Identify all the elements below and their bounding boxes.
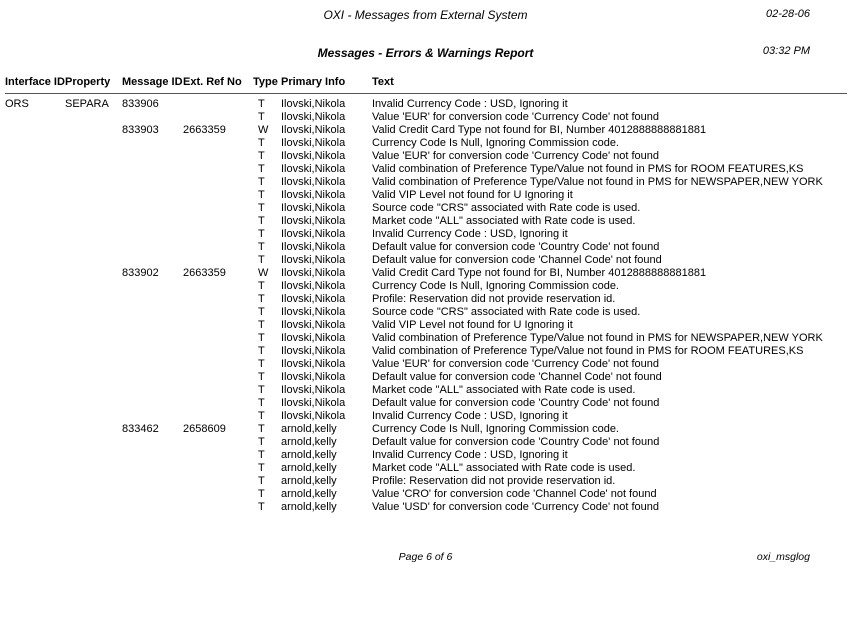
cell-ext-ref-no bbox=[183, 384, 253, 397]
cell-type: T bbox=[258, 254, 265, 266]
cell-type: T bbox=[258, 176, 265, 188]
cell-ext-ref-no bbox=[183, 163, 253, 176]
cell-interface-id bbox=[5, 410, 65, 423]
cell-type: T bbox=[258, 150, 265, 162]
cell-ext-ref-no bbox=[183, 293, 253, 306]
cell-text: Valid combination of Preference Type/Value not found in PMS for ROOM FEATURES,KS bbox=[372, 345, 804, 357]
cell-ext-ref-no: 2663359 bbox=[183, 267, 226, 279]
cell-message-id bbox=[122, 397, 183, 410]
cell-interface-id bbox=[5, 436, 65, 449]
table-row bbox=[5, 358, 847, 371]
cell-type: T bbox=[258, 228, 265, 240]
table-row bbox=[5, 501, 847, 514]
cell-ext-ref-no bbox=[183, 319, 253, 332]
cell-primary-info: arnold,kelly bbox=[281, 475, 337, 487]
cell-ext-ref-no bbox=[183, 189, 253, 202]
column-header-ext-ref-no: Ext. Ref No bbox=[183, 76, 242, 88]
table-row bbox=[5, 241, 847, 254]
cell-text: Default value for conversion code 'Country Code' not found bbox=[372, 397, 660, 409]
cell-property bbox=[65, 280, 122, 293]
table-body bbox=[5, 94, 847, 514]
cell-property bbox=[65, 163, 122, 176]
cell-type: T bbox=[258, 293, 265, 305]
cell-property bbox=[65, 423, 122, 436]
table-row bbox=[5, 475, 847, 488]
cell-text: Value 'CRO' for conversion code 'Channel Code' not found bbox=[372, 488, 657, 500]
cell-property bbox=[65, 358, 122, 371]
cell-message-id bbox=[122, 371, 183, 384]
cell-interface-id bbox=[5, 462, 65, 475]
table-row bbox=[5, 397, 847, 410]
cell-property bbox=[65, 241, 122, 254]
cell-type: T bbox=[258, 319, 265, 331]
cell-interface-id bbox=[5, 488, 65, 501]
cell-text: Currency Code Is Null, Ignoring Commission code. bbox=[372, 137, 619, 149]
cell-type: T bbox=[258, 111, 265, 123]
cell-type: T bbox=[258, 436, 265, 448]
cell-text: Invalid Currency Code : USD, Ignoring it bbox=[372, 228, 568, 240]
cell-interface-id bbox=[5, 241, 65, 254]
cell-primary-info: Ilovski,Nikola bbox=[281, 254, 346, 266]
cell-property bbox=[65, 228, 122, 241]
cell-type: T bbox=[258, 358, 265, 370]
table-row bbox=[5, 189, 847, 202]
column-header-property: Property bbox=[65, 76, 111, 88]
column-header-text: Text bbox=[372, 76, 394, 88]
cell-ext-ref-no bbox=[183, 449, 253, 462]
cell-primary-info: Ilovski,Nikola bbox=[281, 358, 346, 370]
cell-type: T bbox=[258, 98, 265, 110]
column-header-interface-id: Interface ID bbox=[5, 76, 65, 88]
cell-message-id bbox=[122, 215, 183, 228]
cell-message-id: 833462 bbox=[122, 423, 159, 435]
cell-message-id bbox=[122, 189, 183, 202]
cell-ext-ref-no bbox=[183, 137, 253, 150]
cell-interface-id bbox=[5, 475, 65, 488]
cell-property bbox=[65, 449, 122, 462]
cell-message-id bbox=[122, 488, 183, 501]
cell-ext-ref-no bbox=[183, 462, 253, 475]
cell-interface-id bbox=[5, 189, 65, 202]
table-row bbox=[5, 124, 847, 137]
cell-ext-ref-no bbox=[183, 501, 253, 514]
cell-property bbox=[65, 267, 122, 280]
cell-ext-ref-no bbox=[183, 371, 253, 384]
cell-primary-info: arnold,kelly bbox=[281, 462, 337, 474]
table-row bbox=[5, 228, 847, 241]
cell-message-id: 833903 bbox=[122, 124, 159, 136]
cell-text: Default value for conversion code 'Country Code' not found bbox=[372, 436, 660, 448]
report-time: 03:32 PM bbox=[762, 45, 810, 57]
cell-property bbox=[65, 215, 122, 228]
cell-message-id bbox=[122, 176, 183, 189]
cell-interface-id bbox=[5, 319, 65, 332]
cell-ext-ref-no bbox=[183, 436, 253, 449]
system-title: OXI - Messages from External System bbox=[323, 8, 528, 22]
cell-text: Valid combination of Preference Type/Value not found in PMS for NEWSPAPER,NEW YORK bbox=[372, 332, 823, 344]
cell-interface-id bbox=[5, 202, 65, 215]
cell-ext-ref-no bbox=[183, 306, 253, 319]
cell-text: Currency Code Is Null, Ignoring Commission code. bbox=[372, 280, 619, 292]
cell-property bbox=[65, 384, 122, 397]
cell-text: Market code "ALL" associated with Rate code is used. bbox=[372, 215, 636, 227]
cell-primary-info: arnold,kelly bbox=[281, 501, 337, 513]
cell-ext-ref-no bbox=[183, 150, 253, 163]
cell-property bbox=[65, 345, 122, 358]
cell-message-id bbox=[122, 241, 183, 254]
cell-message-id bbox=[122, 449, 183, 462]
cell-primary-info: Ilovski,Nikola bbox=[281, 397, 346, 409]
cell-ext-ref-no: 2663359 bbox=[183, 124, 226, 136]
cell-message-id bbox=[122, 384, 183, 397]
cell-type: T bbox=[258, 306, 265, 318]
cell-text: Market code "ALL" associated with Rate code is used. bbox=[372, 462, 636, 474]
report-title: Messages - Errors & Warnings Report bbox=[317, 46, 534, 60]
cell-ext-ref-no: 2658609 bbox=[183, 423, 226, 435]
cell-primary-info: Ilovski,Nikola bbox=[281, 124, 346, 136]
cell-primary-info: Ilovski,Nikola bbox=[281, 332, 346, 344]
cell-ext-ref-no bbox=[183, 488, 253, 501]
cell-message-id: 833906 bbox=[122, 98, 159, 110]
cell-primary-info: Ilovski,Nikola bbox=[281, 150, 346, 162]
messages-table bbox=[5, 76, 847, 514]
cell-text: Source code "CRS" associated with Rate code is used. bbox=[372, 202, 641, 214]
cell-type: T bbox=[258, 501, 265, 513]
cell-primary-info: Ilovski,Nikola bbox=[281, 267, 346, 279]
cell-property bbox=[65, 436, 122, 449]
table-row bbox=[5, 293, 847, 306]
cell-property: SEPARA bbox=[65, 98, 109, 110]
cell-property bbox=[65, 462, 122, 475]
cell-type: T bbox=[258, 137, 265, 149]
cell-text: Valid Credit Card Type not found for BI, Number 4012888888881881 bbox=[372, 124, 707, 136]
cell-primary-info: Ilovski,Nikola bbox=[281, 345, 346, 357]
cell-primary-info: Ilovski,Nikola bbox=[281, 384, 346, 396]
table-header bbox=[5, 76, 847, 94]
cell-ext-ref-no bbox=[183, 280, 253, 293]
cell-interface-id bbox=[5, 358, 65, 371]
table-row bbox=[5, 410, 847, 423]
cell-primary-info: Ilovski,Nikola bbox=[281, 137, 346, 149]
cell-primary-info: Ilovski,Nikola bbox=[281, 410, 346, 422]
cell-text: Currency Code Is Null, Ignoring Commission code. bbox=[372, 423, 619, 435]
cell-interface-id bbox=[5, 267, 65, 280]
cell-type: T bbox=[258, 475, 265, 487]
cell-ext-ref-no bbox=[183, 111, 253, 124]
cell-text: Valid VIP Level not found for U Ignoring it bbox=[372, 319, 573, 331]
cell-text: Value 'EUR' for conversion code 'Currency Code' not found bbox=[372, 358, 660, 370]
table-row bbox=[5, 319, 847, 332]
cell-text: Default value for conversion code 'Country Code' not found bbox=[372, 241, 660, 253]
cell-type: T bbox=[258, 345, 265, 357]
table-row bbox=[5, 215, 847, 228]
cell-ext-ref-no bbox=[183, 397, 253, 410]
table-row bbox=[5, 98, 847, 111]
cell-interface-id bbox=[5, 280, 65, 293]
cell-message-id bbox=[122, 280, 183, 293]
cell-text: Value 'USD' for conversion code 'Currency Code' not found bbox=[372, 501, 660, 513]
cell-type: T bbox=[258, 189, 265, 201]
table-row bbox=[5, 371, 847, 384]
cell-message-id bbox=[122, 345, 183, 358]
cell-ext-ref-no bbox=[183, 241, 253, 254]
cell-interface-id bbox=[5, 111, 65, 124]
cell-interface-id bbox=[5, 501, 65, 514]
cell-property bbox=[65, 397, 122, 410]
cell-message-id bbox=[122, 202, 183, 215]
cell-interface-id bbox=[5, 397, 65, 410]
cell-ext-ref-no bbox=[183, 215, 253, 228]
cell-type: T bbox=[258, 449, 265, 461]
cell-type: T bbox=[258, 384, 265, 396]
cell-message-id bbox=[122, 111, 183, 124]
cell-primary-info: Ilovski,Nikola bbox=[281, 293, 346, 305]
cell-message-id bbox=[122, 319, 183, 332]
cell-message-id bbox=[122, 228, 183, 241]
cell-text: Valid combination of Preference Type/Value not found in PMS for NEWSPAPER,NEW YORK bbox=[372, 176, 823, 188]
cell-ext-ref-no bbox=[183, 98, 253, 111]
cell-primary-info: Ilovski,Nikola bbox=[281, 215, 346, 227]
cell-type: T bbox=[258, 241, 265, 253]
cell-primary-info: arnold,kelly bbox=[281, 449, 337, 461]
cell-primary-info: Ilovski,Nikola bbox=[281, 202, 346, 214]
cell-text: Default value for conversion code 'Channel Code' not found bbox=[372, 371, 662, 383]
cell-property bbox=[65, 475, 122, 488]
cell-message-id: 833902 bbox=[122, 267, 159, 279]
cell-message-id bbox=[122, 475, 183, 488]
table-row bbox=[5, 436, 847, 449]
cell-interface-id bbox=[5, 293, 65, 306]
cell-type: T bbox=[258, 410, 265, 422]
cell-interface-id bbox=[5, 449, 65, 462]
cell-interface-id bbox=[5, 371, 65, 384]
cell-message-id bbox=[122, 410, 183, 423]
cell-property bbox=[65, 111, 122, 124]
cell-ext-ref-no bbox=[183, 202, 253, 215]
cell-property bbox=[65, 410, 122, 423]
cell-property bbox=[65, 150, 122, 163]
cell-ext-ref-no bbox=[183, 410, 253, 423]
cell-message-id bbox=[122, 332, 183, 345]
cell-primary-info: Ilovski,Nikola bbox=[281, 241, 346, 253]
cell-interface-id bbox=[5, 306, 65, 319]
cell-property bbox=[65, 254, 122, 267]
cell-primary-info: arnold,kelly bbox=[281, 436, 337, 448]
cell-interface-id bbox=[5, 137, 65, 150]
cell-message-id bbox=[122, 163, 183, 176]
cell-primary-info: Ilovski,Nikola bbox=[281, 98, 346, 110]
cell-property bbox=[65, 189, 122, 202]
report-date: 02-28-06 bbox=[765, 8, 810, 20]
cell-primary-info: Ilovski,Nikola bbox=[281, 228, 346, 240]
column-header-message-id: Message ID bbox=[122, 76, 183, 88]
cell-ext-ref-no bbox=[183, 475, 253, 488]
cell-ext-ref-no bbox=[183, 332, 253, 345]
table-row bbox=[5, 384, 847, 397]
page-number: Page 6 of 6 bbox=[398, 551, 453, 563]
cell-type: T bbox=[258, 462, 265, 474]
cell-property bbox=[65, 176, 122, 189]
table-row bbox=[5, 163, 847, 176]
column-header-primary-info: Primary Info bbox=[281, 76, 346, 88]
cell-primary-info: Ilovski,Nikola bbox=[281, 306, 346, 318]
cell-interface-id bbox=[5, 150, 65, 163]
cell-property bbox=[65, 488, 122, 501]
cell-type: T bbox=[258, 163, 265, 175]
cell-type: T bbox=[258, 215, 265, 227]
cell-text: Invalid Currency Code : USD, Ignoring it bbox=[372, 410, 568, 422]
cell-primary-info: Ilovski,Nikola bbox=[281, 319, 346, 331]
table-row bbox=[5, 202, 847, 215]
cell-ext-ref-no bbox=[183, 358, 253, 371]
cell-interface-id bbox=[5, 176, 65, 189]
cell-interface-id bbox=[5, 215, 65, 228]
cell-interface-id bbox=[5, 345, 65, 358]
cell-type: T bbox=[258, 397, 265, 409]
cell-text: Valid Credit Card Type not found for BI, Number 4012888888881881 bbox=[372, 267, 707, 279]
cell-primary-info: Ilovski,Nikola bbox=[281, 163, 346, 175]
table-row bbox=[5, 111, 847, 124]
cell-ext-ref-no bbox=[183, 176, 253, 189]
cell-message-id bbox=[122, 150, 183, 163]
table-row bbox=[5, 462, 847, 475]
table-row bbox=[5, 150, 847, 163]
cell-interface-id bbox=[5, 332, 65, 345]
cell-text: Profile: Reservation did not provide reservation id. bbox=[372, 475, 616, 487]
cell-text: Invalid Currency Code : USD, Ignoring it bbox=[372, 449, 568, 461]
cell-text: Valid combination of Preference Type/Value not found in PMS for ROOM FEATURES,KS bbox=[372, 163, 804, 175]
cell-message-id bbox=[122, 293, 183, 306]
table-row bbox=[5, 254, 847, 267]
cell-message-id bbox=[122, 306, 183, 319]
table-row bbox=[5, 449, 847, 462]
cell-property bbox=[65, 371, 122, 384]
table-row bbox=[5, 137, 847, 150]
table-row bbox=[5, 176, 847, 189]
cell-type: T bbox=[258, 280, 265, 292]
cell-message-id bbox=[122, 358, 183, 371]
cell-message-id bbox=[122, 462, 183, 475]
cell-property bbox=[65, 137, 122, 150]
cell-primary-info: Ilovski,Nikola bbox=[281, 280, 346, 292]
table-row bbox=[5, 306, 847, 319]
cell-ext-ref-no bbox=[183, 254, 253, 267]
cell-type: W bbox=[258, 267, 269, 279]
cell-message-id bbox=[122, 501, 183, 514]
cell-message-id bbox=[122, 137, 183, 150]
cell-interface-id bbox=[5, 228, 65, 241]
cell-property bbox=[65, 124, 122, 137]
cell-text: Profile: Reservation did not provide reservation id. bbox=[372, 293, 616, 305]
cell-ext-ref-no bbox=[183, 228, 253, 241]
table-row bbox=[5, 423, 847, 436]
cell-primary-info: Ilovski,Nikola bbox=[281, 371, 346, 383]
cell-property bbox=[65, 319, 122, 332]
cell-type: T bbox=[258, 488, 265, 500]
cell-text: Source code "CRS" associated with Rate code is used. bbox=[372, 306, 641, 318]
cell-type: T bbox=[258, 423, 265, 435]
cell-property bbox=[65, 332, 122, 345]
cell-text: Invalid Currency Code : USD, Ignoring it bbox=[372, 98, 568, 110]
cell-property bbox=[65, 293, 122, 306]
cell-type: T bbox=[258, 371, 265, 383]
cell-property bbox=[65, 306, 122, 319]
cell-message-id bbox=[122, 254, 183, 267]
cell-text: Valid VIP Level not found for U Ignoring it bbox=[372, 189, 573, 201]
cell-interface-id bbox=[5, 254, 65, 267]
table-row bbox=[5, 280, 847, 293]
cell-text: Default value for conversion code 'Channel Code' not found bbox=[372, 254, 662, 266]
cell-ext-ref-no bbox=[183, 345, 253, 358]
cell-interface-id: ORS bbox=[5, 98, 29, 110]
cell-property bbox=[65, 202, 122, 215]
table-row bbox=[5, 488, 847, 501]
cell-message-id bbox=[122, 436, 183, 449]
cell-text: Market code "ALL" associated with Rate code is used. bbox=[372, 384, 636, 396]
column-header-type: Type bbox=[253, 76, 278, 88]
cell-type: T bbox=[258, 332, 265, 344]
cell-property bbox=[65, 501, 122, 514]
cell-interface-id bbox=[5, 384, 65, 397]
cell-interface-id bbox=[5, 163, 65, 176]
cell-primary-info: arnold,kelly bbox=[281, 423, 337, 435]
cell-primary-info: arnold,kelly bbox=[281, 488, 337, 500]
cell-type: W bbox=[258, 124, 269, 136]
table-row bbox=[5, 332, 847, 345]
report-code: oxi_msglog bbox=[756, 551, 810, 563]
cell-primary-info: Ilovski,Nikola bbox=[281, 176, 346, 188]
table-row bbox=[5, 345, 847, 358]
cell-text: Value 'EUR' for conversion code 'Currency Code' not found bbox=[372, 111, 660, 123]
table-row bbox=[5, 267, 847, 280]
cell-interface-id bbox=[5, 124, 65, 137]
cell-type: T bbox=[258, 202, 265, 214]
cell-interface-id bbox=[5, 423, 65, 436]
cell-primary-info: Ilovski,Nikola bbox=[281, 111, 346, 123]
cell-primary-info: Ilovski,Nikola bbox=[281, 189, 346, 201]
cell-text: Value 'EUR' for conversion code 'Currency Code' not found bbox=[372, 150, 660, 162]
